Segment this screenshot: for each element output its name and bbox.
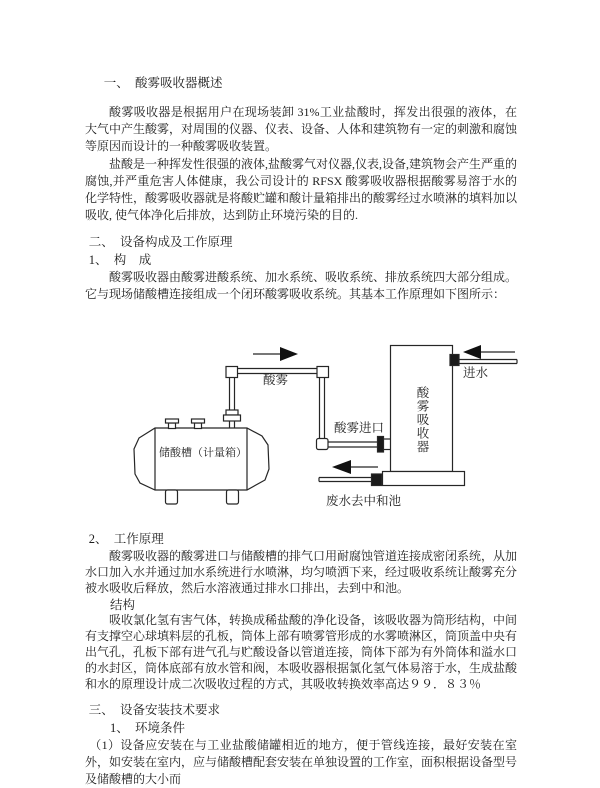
section1-paragraph-1: 酸雾吸收器是根据用户在现场装卸 31%工业盐酸时，挥发出很强的液体，在大气中产生酸雾，对周围的仪器、仪表、设备、人体和建筑物有一定的刺激和腐蚀等原因而设计的一种酸雾吸收装置。 [85,105,518,153]
section2-structure-heading: 结构 [110,598,136,612]
section3-sub1-paragraph: （1）设备应安装在与工业盐酸储罐相近的地方，便于管线连接，最好安装在室外，如安装在室内，应与储酸槽配套安装在单独设置的工作室，面积根据设备型号及储酸槽的大小而 [85,738,518,786]
section2-sub2-heading: 2、 工作原理 [88,532,164,546]
section1-paragraph-2: 盐酸是一种挥发性很强的液体,盐酸雾气对仪器,仪表,设备,建筑物会产生严重的腐蚀,并严重危害人体健康，我公司设计的 RFSX 酸雾吸收器根据酸雾易溶于水的化学特性，酸雾吸收器就是将酸贮罐和酸计量箱排出的酸雾经过水喷淋的填料加以吸收, 使气体净化后排放，达到防止环境污染的目的. [85,157,518,222]
process-flow-diagram-drawing [0,328,600,530]
flow-arrow-left-waste-icon [332,460,378,474]
section3-sub1-heading: 1、 环境条件 [110,721,186,735]
section2-sub1-paragraph: 酸雾吸收器由酸雾进酸系统、加水系统、吸收系统、排放系统四大部分组成。它与现场储酸槽连接组成一个闭环酸雾吸收系统。其基本工作原理如下图所示： [85,270,518,301]
acid-mist-inlet-label: 酸雾进口 [334,421,385,435]
flow-arrow-right-icon [253,347,298,361]
section3-heading: 三、 设备安装技术要求 [88,703,221,717]
section2-sub2-paragraph: 酸雾吸收器的酸雾进口与储酸槽的排气口用耐腐蚀管道连接成密闭系统，从加水口加入水并通过加水系统进行水喷淋，均匀喷洒下来，经过吸收系统让酸雾充分被水吸收后释放，然后水溶液通过排水口排出，去到中和池。 [85,549,518,595]
section2-sub1-heading: 1、 构 成 [88,253,152,267]
process-flow-diagram [0,328,600,530]
flow-arrow-left-water-icon [463,345,515,359]
absorber-column-label: 酸雾吸收器 [415,386,429,454]
water-inlet-pipe [450,355,517,366]
waste-water-pipe [319,474,382,486]
section1-heading: 一、 酸雾吸收器概述 [103,76,223,90]
storage-tank [134,419,269,504]
section2-structure-paragraph: 吸收氯化氢有害气体，转换成稀盐酸的净化设备，该吸收器为筒形结构，中间有支撑空心球填料层的孔板，筒体上部有喷雾管形成的水雾喷淋区，筒顶盖中央有出气孔，孔板下部有进气孔与贮酸设备以管道连接，筒体下部为有外筒体和溢水口的水封区，筒体底部有放水管和阀，本吸收器根据氯化氢气体易溶于水，生成盐酸和水的原理设计成二次吸收过程的方式，其吸收转换效率高达９９．８３％ [85,613,518,691]
waste-water-label: 废水去中和池 [326,494,402,508]
tank-label: 储酸槽（计量箱） [159,447,247,459]
acid-mist-label: 酸雾 [263,373,289,387]
section2-heading: 二、 设备构成及工作原理 [88,235,233,249]
water-inlet-label: 进水 [463,366,489,380]
